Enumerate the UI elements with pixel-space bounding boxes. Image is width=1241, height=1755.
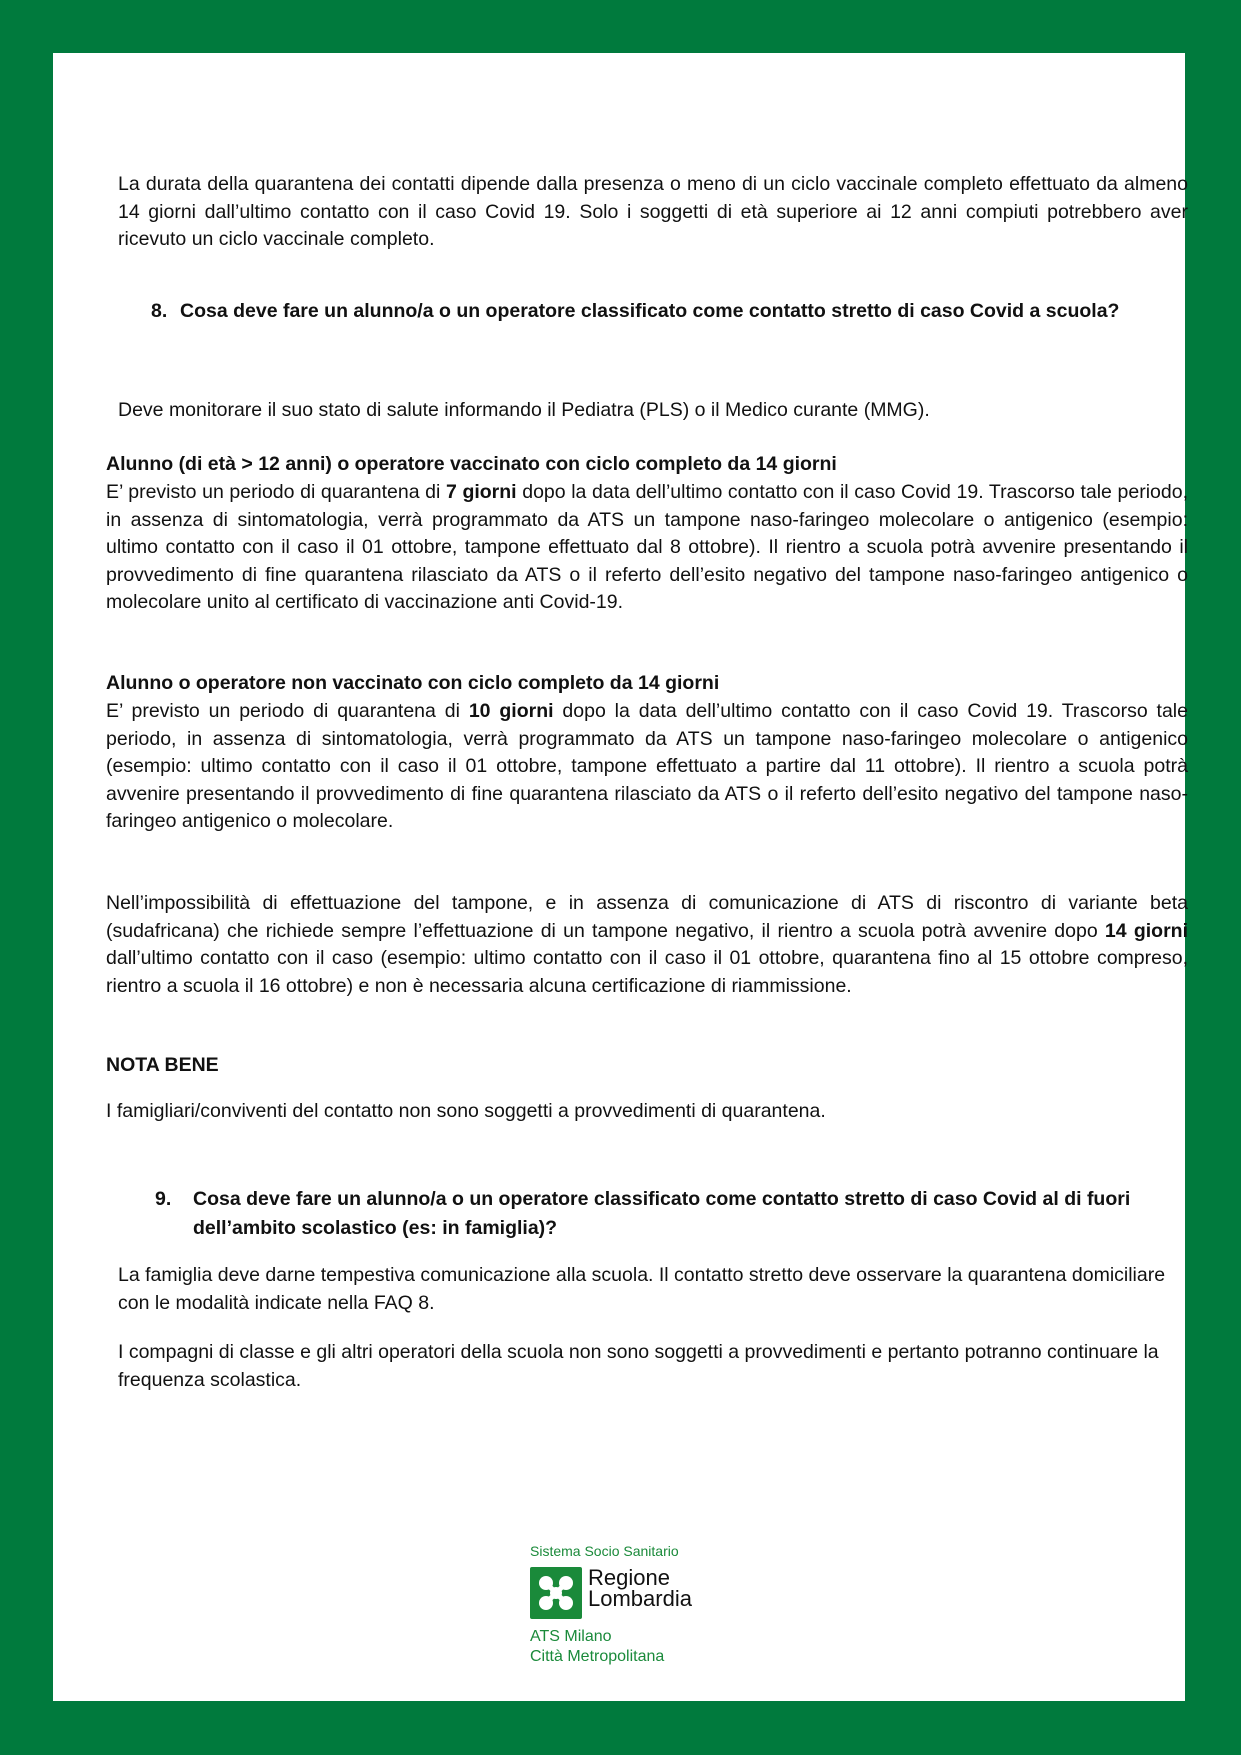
logo-ats-line-2: Città Metropolitana [530, 1648, 665, 1665]
q9-paragraph-1: La famiglia deve darne tempestiva comunicazione alla scuola. Il contatto stretto deve osservare la quarantena domiciliare con le modalità indicate nella FAQ 8. [118, 1264, 1166, 1314]
logo-ats-line-1: ATS Milano [530, 1628, 612, 1645]
regione-lombardia-emblem-icon [530, 1567, 582, 1619]
logo-system-label: Sistema Socio Sanitario [530, 1543, 679, 1559]
vaccinated-heading: Alunno (di età > 12 anni) o operatore vaccinato con ciclo completo da 14 giorni [106, 453, 837, 475]
vaccinated-text-a: E’ previsto un periodo di quarantena di [106, 481, 446, 503]
question-9-number: 9. [155, 1188, 172, 1210]
vaccinated-text-b: dopo la data dell’ultimo contatto con il caso Covid 19. Trascorso tale periodo, in assenza di sintomatologia, verrà programmato da ATS un tampone naso-faringeo molecolare o antigenico (esempio: ultimo contatto con il caso il 01 ottobre, tampone effettuato dal 8 ottobre). Il rientro a scuola potrà avvenire presentando il provvedimento di fine quarantena rilasciato da ATS o il referto dell’esito negativo del tampone naso-faringeo antigenico o molecolare unito al certificato di vaccinazione anti Covid-19. [106, 481, 1188, 614]
nota-bene-text: I famigliari/conviventi del contatto non sono soggetti a provvedimenti di quarantena. [106, 1100, 826, 1122]
nonvaccinated-heading: Alunno o operatore non vaccinato con ciclo completo da 14 giorni [106, 672, 720, 694]
question-8-number: 8. [151, 300, 168, 322]
regione-lombardia-logo [530, 1543, 750, 1683]
vaccinated-days: 7 giorni [445, 481, 517, 503]
q8-answer: Deve monitorare il suo stato di salute informando il Pediatra (PLS) o il Medico curante (MMG). [118, 399, 930, 421]
q9-paragraph-2: I compagni di classe e gli altri operatori della scuola non sono soggetti a provvedimenti e pertanto potranno continuare la frequenza scolastica. [118, 1341, 1159, 1391]
logo-region-line-1: Regione [588, 1565, 670, 1590]
no-swab-text-b: dall’ultimo contatto con il caso (esempio: ultimo contatto con il caso il 01 ottobre, quarantena fino al 15 ottobre compreso, rientro a scuola il 16 ottobre) e non è necessaria alcuna certificazione di riammissione. [106, 947, 1188, 997]
nonvaccinated-paragraph [106, 698, 1188, 836]
no-swab-text-a: Nell’impossibilità di effettuazione del tampone, e in assenza di comunicazione di ATS di riscontro di variante beta (sudafricana) che richiede sempre l’effettuazione di un tampone negativo, il rientro a scuola potrà avvenire dopo [106, 892, 1188, 942]
question-9-title: Cosa deve fare un alunno/a o un operatore classificato come contatto stretto di caso Covid al di fuori dell’ambito scolastico (es: in famiglia)? [193, 1188, 1131, 1239]
question-8 [151, 297, 1151, 326]
logo-ats-name [530, 1627, 664, 1667]
nota-bene-heading: NOTA BENE [106, 1054, 219, 1076]
nonvaccinated-text-a: E’ previsto un periodo di quarantena di [106, 700, 469, 722]
nonvaccinated-text-b: dopo la data dell’ultimo contatto con il caso Covid 19. Trascorso tale periodo, in assenza di sintomatologia, verrà programmato da ATS un tampone naso-faringeo molecolare o antigenico (esempio: ultimo contatto con il caso il 01 ottobre, tampone effettuato a partire dal 11 ottobre). Il rientro a scuola potrà avvenire presentando il provvedimento di fine quarantena rilasciato da ATS o il referto dell’esito negativo del tampone naso-faringeo antigenico o molecolare. [106, 700, 1188, 833]
no-swab-days: 14 giorni [1104, 919, 1188, 942]
logo-region-line-2: Lombardia [588, 1586, 692, 1611]
question-9 [155, 1185, 1175, 1243]
nonvaccinated-days: 10 giorni [468, 700, 554, 722]
logo-region-name [588, 1567, 692, 1609]
no-swab-paragraph [106, 890, 1188, 1000]
document-page [53, 53, 1188, 1701]
question-8-title: Cosa deve fare un alunno/a o un operatore classificato come contatto stretto di caso Covid a scuola? [180, 300, 1120, 322]
vaccinated-paragraph [106, 479, 1188, 617]
intro-paragraph: La durata della quarantena dei contatti dipende dalla presenza o meno di un ciclo vaccinale completo effettuato da almeno 14 giorni dall’ultimo contatto con il caso Covid 19. Solo i soggetti di età superiore ai 12 anni compiuti potrebbero aver ricevuto un ciclo vaccinale completo. [118, 173, 1188, 251]
